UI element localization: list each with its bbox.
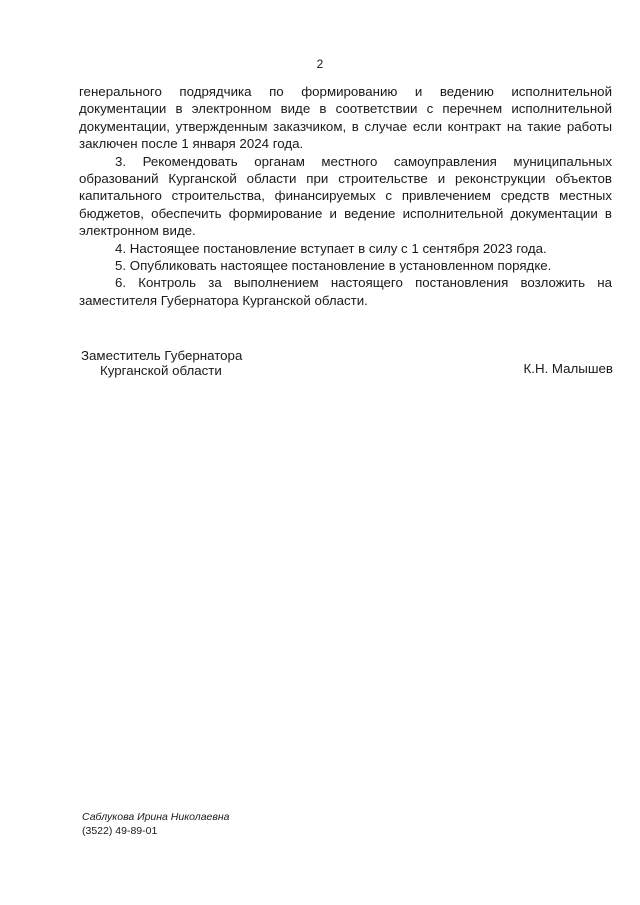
executor-name: Саблукова Ирина Николаевна xyxy=(82,811,230,823)
signatory-position-line-1: Заместитель Губернатора xyxy=(81,348,243,363)
paragraph-item-3: 3. Рекомендовать органам местного самоуправления муниципальных образований Курганской области при строительстве и реконструкции объектов капитального строительства, финансируемых с привлечением средств местных бюджетов, обеспечить формирование и ведение исполнительной документации в электронном виде. xyxy=(79,153,612,239)
signatory-name: К.Н. Малышев xyxy=(523,361,613,376)
executor-phone: (3522) 49-89-01 xyxy=(82,825,158,837)
paragraph-continuation: генерального подрядчика по формированию и ведению исполнительной документации в электронном виде в соответствии с перечнем исполнительной документации, утвержденным заказчиком, в случае если контракт на такие работы заключен после 1 января 2024 года. xyxy=(79,84,612,152)
paragraph-item-4: 4. Настоящее постановление вступает в силу с 1 сентября 2023 года. xyxy=(115,240,547,256)
paragraph-item-6: 6. Контроль за выполнением настоящего постановления возложить на заместителя Губернатора Курганской области. xyxy=(79,275,612,308)
page-number: 2 xyxy=(316,57,324,71)
signatory-position-line-2: Курганской области xyxy=(100,363,222,378)
document-body xyxy=(79,83,612,309)
paragraph-item-5: 5. Опубликовать настоящее постановление в установленном порядке. xyxy=(115,258,552,274)
